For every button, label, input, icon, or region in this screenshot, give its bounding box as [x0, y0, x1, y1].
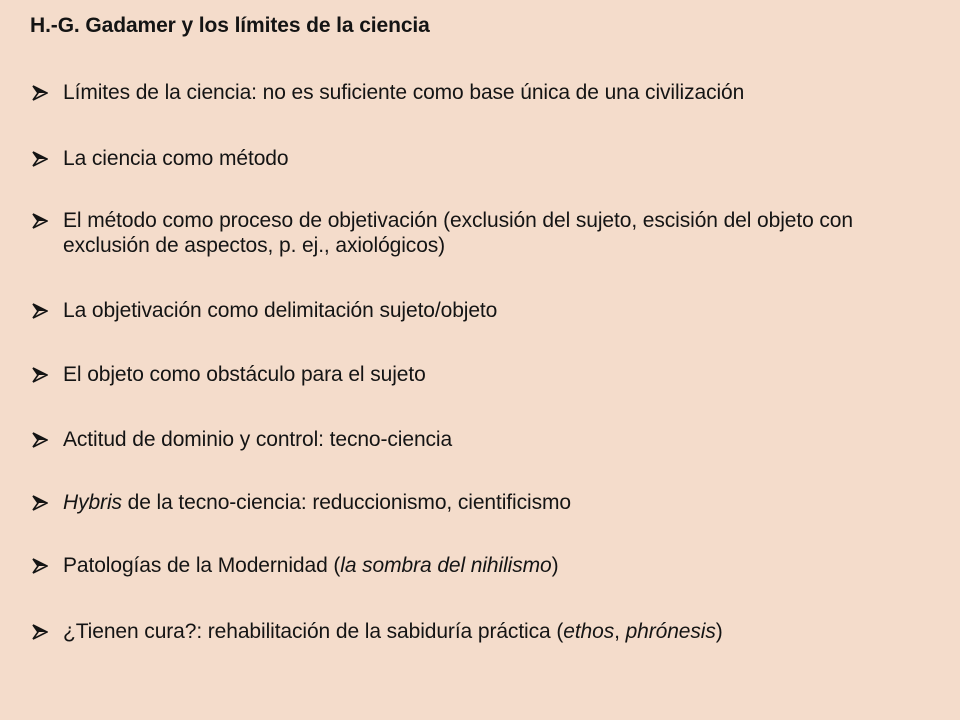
bullet-text-italic-run: phrónesis	[625, 620, 716, 643]
bullet-text-run: Patologías de la Modernidad (	[63, 554, 341, 577]
bullet-text	[63, 80, 910, 105]
arrowhead-bullet-icon	[30, 80, 63, 105]
bullet-text	[63, 208, 910, 258]
arrowhead-bullet-icon	[30, 427, 63, 452]
bullet-text	[63, 362, 910, 387]
bullet-text-run: La ciencia como método	[63, 147, 289, 170]
arrowhead-bullet-icon	[30, 553, 63, 578]
bullet-item	[30, 298, 910, 323]
bullet-item	[30, 146, 910, 171]
bullet-text	[63, 619, 910, 644]
bullet-item	[30, 553, 910, 578]
bullet-text-run: La objetivación como delimitación sujeto/objeto	[63, 299, 498, 322]
bullet-text-run: El método como proceso de objetivación (exclusión del sujeto, escisión del objeto con exclusión de aspectos, p. ej., axiológicos)	[63, 209, 853, 257]
arrowhead-bullet-icon	[30, 146, 63, 171]
bullet-text-run: )	[551, 554, 559, 577]
arrowhead-bullet-icon	[30, 490, 63, 515]
bullet-text-run: )	[715, 620, 723, 643]
bullet-item	[30, 362, 910, 387]
bullet-item	[30, 80, 910, 105]
bullet-text-run: ,	[614, 620, 626, 643]
arrowhead-bullet-icon	[30, 208, 63, 233]
bullet-item	[30, 427, 910, 452]
bullet-text	[63, 298, 910, 323]
bullet-text	[63, 427, 910, 452]
arrowhead-bullet-icon	[30, 619, 63, 644]
bullet-text-italic-run: la sombra del nihilismo	[340, 554, 552, 577]
arrowhead-bullet-icon	[30, 362, 63, 387]
bullet-text-italic-run: ethos	[563, 620, 615, 643]
bullet-text-run: Actitud de dominio y control: tecno-ciencia	[63, 428, 453, 451]
bullet-text	[63, 553, 910, 578]
bullet-text-run: de la tecno-ciencia: reduccionismo, cientificismo	[121, 491, 571, 514]
arrowhead-bullet-icon	[30, 298, 63, 323]
bullet-text-run: ¿Tienen cura?: rehabilitación de la sabiduría práctica (	[63, 620, 564, 643]
bullet-item	[30, 619, 910, 644]
bullet-text-run: El objeto como obstáculo para el sujeto	[63, 363, 426, 386]
slide-title: H.-G. Gadamer y los límites de la ciencia	[30, 14, 430, 37]
bullet-item	[30, 490, 910, 515]
bullet-text-italic-run: Hybris	[63, 491, 122, 514]
bullet-text-run: Límites de la ciencia: no es suficiente como base única de una civilización	[63, 81, 745, 104]
bullet-text	[63, 146, 910, 171]
bullet-item	[30, 208, 910, 258]
bullet-text	[63, 490, 910, 515]
